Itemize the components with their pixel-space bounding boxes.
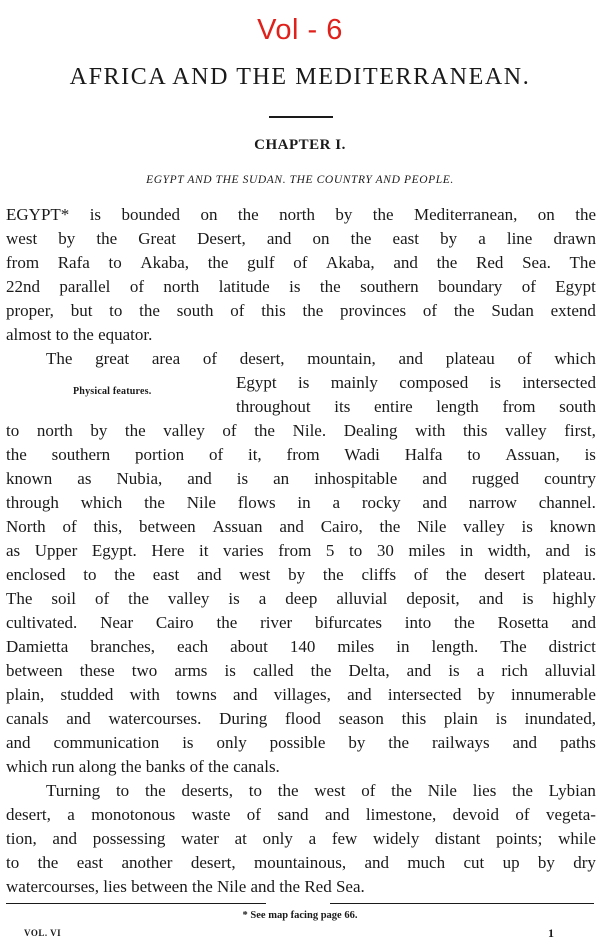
body-line: west by the Great Desert, and on the east by a line drawn — [6, 229, 596, 248]
footnote: * See map facing page 66. — [242, 910, 358, 921]
body-line: Egypt is mainly composed is intersected — [236, 373, 596, 392]
body-line: plain, studded with towns and villages, and intersected by innumerable — [6, 685, 596, 704]
body-line: Damietta branches, each about 140 miles in length. The district — [6, 637, 596, 656]
chapter-heading: CHAPTER I. — [254, 137, 346, 153]
body-line: EGYPT* is bounded on the north by the Mediterranean, on the — [6, 205, 596, 224]
margin-note: Physical features. — [73, 386, 152, 397]
body-line: to the east another desert, mountainous, and much cut up by dry — [6, 853, 596, 872]
body-line: known as Nubia, and is an inhospitable and rugged country — [6, 469, 596, 488]
body-line: tion, and possessing water at only a few widely distant points; while — [6, 829, 596, 848]
body-line: which run along the banks of the canals. — [6, 757, 280, 776]
body-line: watercourses, lies between the Nile and the Red Sea. — [6, 877, 365, 896]
body-line: enclosed to the east and west by the cliffs of the desert plateau. — [6, 565, 596, 584]
body-line: 22nd parallel of north latitude is the southern boundary of Egypt — [6, 277, 596, 296]
page-signature: 1 — [548, 926, 554, 940]
volume-signature: VOL. VI — [24, 928, 62, 938]
body-line: proper, but to the south of this the provinces of the Sudan extend — [6, 301, 596, 320]
body-line: as Upper Egypt. Here it varies from 5 to 30 miles in width, and is — [6, 541, 596, 560]
body-line: almost to the equator. — [6, 325, 153, 344]
body-line: The great area of desert, mountain, and plateau of which — [46, 349, 596, 368]
body-line: Turning to the deserts, to the west of the Nile lies the Lybian — [46, 781, 596, 800]
body-line: to north by the valley of the Nile. Dealing with this valley first, — [6, 421, 596, 440]
body-line: canals and watercourses. During flood season this plain is inundated, — [6, 709, 596, 728]
body-line: throughout its entire length from south — [236, 397, 596, 416]
body-line: between these two arms is called the Delta, and is a rich alluvial — [6, 661, 596, 680]
title-rule — [269, 116, 333, 118]
chapter-subheading: EGYPT AND THE SUDAN. THE COUNTRY AND PEOPLE. — [146, 174, 454, 186]
body-line: desert, a monotonous waste of sand and limestone, devoid of vegeta- — [6, 805, 596, 824]
body-line: The soil of the valley is a deep alluvial deposit, and is highly — [6, 589, 596, 608]
body-line: and communication is only possible by the railways and paths — [6, 733, 596, 752]
footnote-rule-right — [330, 903, 594, 904]
body-line: cultivated. Near Cairo the river bifurcates into the Rosetta and — [6, 613, 596, 632]
page-title: AFRICA AND THE MEDITERRANEAN. — [69, 64, 531, 90]
footnote-rule-left — [6, 903, 266, 904]
volume-label: Vol - 6 — [257, 14, 343, 46]
body-line: through which the Nile flows in a rocky and narrow channel. — [6, 493, 596, 512]
body-line: the southern portion of it, from Wadi Halfa to Assuan, is — [6, 445, 596, 464]
body-line: from Rafa to Akaba, the gulf of Akaba, and the Red Sea. The — [6, 253, 596, 272]
body-line: North of this, between Assuan and Cairo, the Nile valley is known — [6, 517, 596, 536]
